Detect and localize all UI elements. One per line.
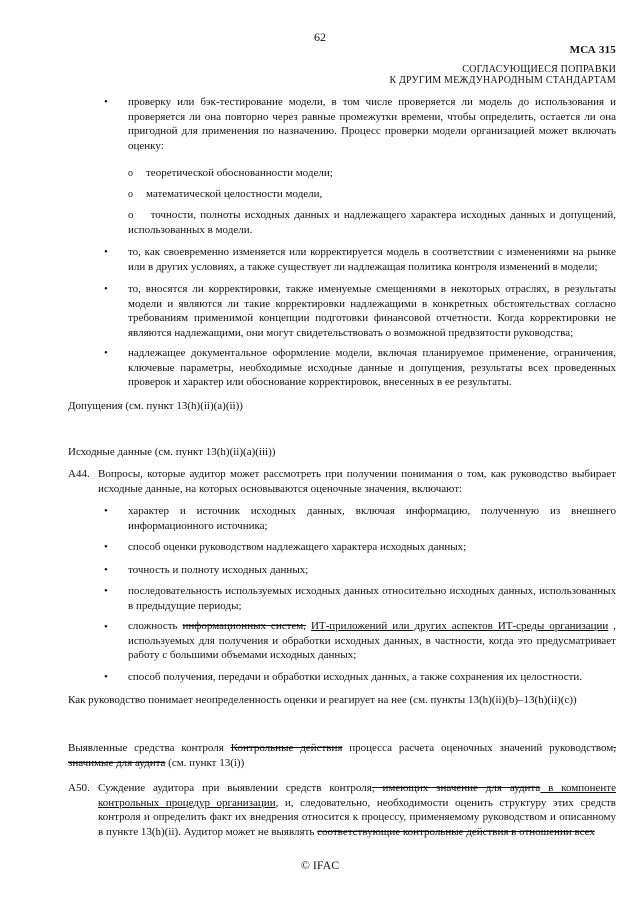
page-number: 62 [314, 30, 326, 44]
text-run: сложность [128, 620, 183, 632]
sub-list-item: теоретической обоснованности модели; [146, 167, 333, 179]
text-run: , и, следовательно, необходимости оценить структуру этих средств контроля и определить факт их внедрения относится к процессу, применяемому руководством и описанному в пункте 13(h)(ii). Аудитор может не выявлять [98, 796, 616, 838]
text-run: Суждение аудитора при выявлении средств контроля [98, 782, 372, 794]
sub-list-item: математической целостности модели, [146, 188, 323, 200]
list-item: надлежащее документальное оформление модели, включая планируемое применение, ограничения, ключевые параметры, необходимые исходные данные и допущения, результаты всех проведенных проверок и характер или обоснование корректировок, внесенных в ее результаты. [128, 347, 616, 389]
footer-copyright: © IFAC [300, 858, 340, 872]
sub-bullet-icon: o [128, 209, 134, 221]
list-item: проверку или бэк-тестирование модели, в том числе проверяется ли модель до использования и проверяется ли она повторно через равные промежутки времени, чтобы определить, остается ли она пригодной для применения по назначению. Процесс проверки модели организацией может включать оценку: [128, 96, 616, 152]
list-item [128, 619, 616, 663]
inserted-text: ИТ-приложений или других аспектов ИТ-среды организации [310, 620, 609, 632]
paragraph-label: A44. [68, 468, 90, 480]
header-title-line1: СОГЛАСУЮЩИЕСЯ ПОПРАВКИ [462, 64, 616, 75]
bullet-icon: • [104, 505, 108, 517]
sub-bullet-icon: o [128, 168, 133, 179]
bullet-icon: • [104, 347, 108, 359]
bullet-icon: • [104, 621, 108, 633]
input-data-heading: Исходные данные (см. пункт 13(h)(ii)(a)(iii)) [68, 446, 276, 458]
text-run: Выявленные средства контроля [68, 742, 231, 754]
inserted-text: в компоненте контрольных процедур организации [98, 782, 616, 809]
list-item: способ получения, передачи и обработки исходных данных, а также сохранения их целостности. [128, 671, 583, 683]
deleted-text: Контрольные действия [230, 742, 343, 754]
bullet-icon: • [104, 671, 108, 683]
deleted-text: соответствующие контрольные действия в отношении всех [317, 825, 595, 838]
list-item: характер и источник исходных данных, включая информацию, полученную из внешнего информационного источника; [128, 505, 616, 532]
deleted-text: , имеющих значение для аудита [371, 782, 541, 794]
deleted-text: информационных систем, [182, 620, 306, 632]
paragraph-a44: Вопросы, которые аудитор может рассмотреть при получении понимания о том, как руководство выбирает исходные данные, на которых основываются оценочные значения, включают: [98, 468, 616, 495]
list-item: способ оценки руководством надлежащего характера исходных данных; [128, 541, 467, 553]
bullet-icon: • [104, 283, 108, 295]
assumptions-heading: Допущения (см. пункт 13(h)(ii)(a)(ii)) [68, 400, 243, 412]
sub-bullet-icon: o [128, 189, 133, 200]
list-item: то, как своевременно изменяется или корректируется модель в соответствии с изменениями на рынке или в других условиях, а также существует ли надлежащая политика контроля изменений в модели; [128, 246, 616, 273]
bullet-icon: • [104, 96, 108, 108]
bullet-icon: • [104, 564, 108, 576]
controls-heading [68, 741, 616, 770]
bullet-icon: • [104, 541, 108, 553]
paragraph-label: A50. [68, 782, 90, 794]
paragraph-a50 [98, 781, 616, 839]
uncertainty-heading: Как руководство понимает неопределенность оценки и реагирует на нее (см. пункты 13(h)(ii)(b)–13(h)(ii)(c)) [68, 694, 577, 706]
standard-code: МСА 315 [569, 44, 616, 56]
deleted-text: , значимые для аудита [68, 742, 616, 769]
sub-list-item [128, 208, 616, 237]
list-item: точность и полноту исходных данных; [128, 564, 309, 576]
text-run: процесса расчета оценочных значений руководством [342, 742, 614, 754]
text-run: , используемых для получения и обработки исходных данных, в частности, когда это предусматривает работу с большими объемами исходных данных; [128, 620, 616, 662]
header-title-line2: К ДРУГИМ МЕЖДУНАРОДНЫМ СТАНДАРТАМ [389, 75, 616, 86]
bullet-icon: • [104, 246, 108, 258]
list-item: то, вносятся ли корректировки, также именуемые смещениями в некоторых отраслях, в результаты модели и являются ли такие корректировки надлежащими в конкретных обстоятельствах согласно требованиям применимой концепции подготовки финансовой отчетности. Когда корректировки не являются надлежащими, они могут свидетельствовать о возможной предвзятости руководства; [128, 283, 616, 339]
bullet-icon: • [104, 585, 108, 597]
text-run: (см. пункт 13(i)) [165, 756, 245, 769]
list-item: последовательность используемых исходных данных относительно исходных данных, использованных в предыдущие периоды; [128, 585, 616, 612]
sub-list-item-text: точности, полноты исходных данных и надлежащего характера исходных данных и допущений, использованных в модели. [128, 209, 617, 236]
